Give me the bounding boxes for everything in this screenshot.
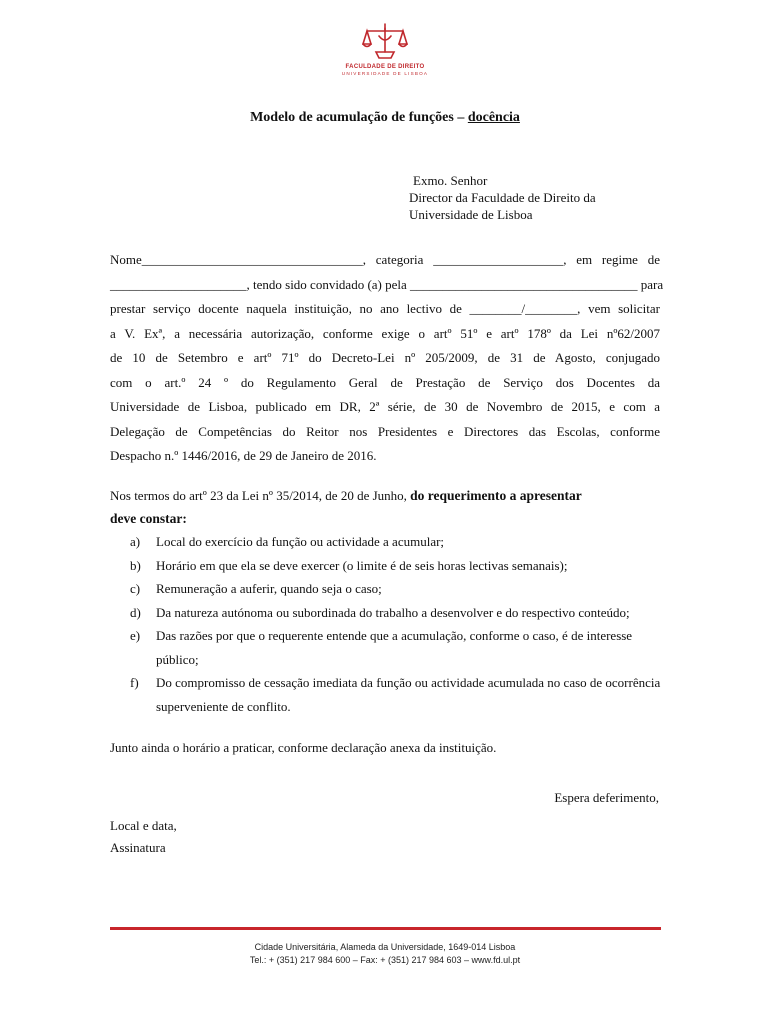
request-paragraph [110,248,664,469]
legal-basis-bold: do requerimento a apresentar [410,488,582,503]
logo-name: FACULDADE DE DIREITO [345,64,425,70]
paragraph-line: Universidade de Lisboa, publicado em DR, 2ª série, de 30 de Novembro de 2015, e com a [110,399,660,414]
list-item-text: Local do exercício da função ou actividade a acumular; [156,534,445,549]
footer [0,941,770,967]
scales-of-justice-icon [362,22,408,62]
paragraph-line: com o art.º 24 º do Regulamento Geral de Prestação de Serviço dos Docentes da [110,374,660,390]
legal-basis-intro: Nos termos do artº 23 da Lei nº 35/2014, de 20 de Junho, [110,488,411,503]
addressee-line: Exmo. Senhor [413,173,488,188]
closing-formula: Espera deferimento, [554,790,659,805]
faculty-logo [330,22,440,76]
footer-contacts: Tel.: + (351) 217 984 600 – Fax: + (351) 217 984 603 – www.fd.ul.pt [249,955,521,965]
list-marker: a) [130,534,141,549]
paragraph-line: a V. Exª, a necessária autorização, conforme exige o artº 51º e artº 178º da Lei nº62/2007 [110,325,660,341]
list-item-text: Do compromisso de cessação imediata da função ou actividade acumulada no caso de ocorrência superveniente de conflito. [156,675,661,714]
paragraph-line: Delegação de Competências do Reitor nos Presidentes e Directores das Escolas, conforme [110,423,660,439]
addressee-line: Universidade de Lisboa [409,207,533,222]
list-item-text: Horário em que ela se deve exercer (o limite é de seis horas lectivas semanais); [156,557,568,573]
list-item [130,530,670,554]
list-marker: b) [130,557,141,573]
list-item [130,624,670,671]
list-item-text: Da natureza autónoma ou subordinada do trabalho a desenvolver e do respectivo conteúdo; [156,604,630,620]
legal-basis-bold-cont: deve constar: [110,511,187,526]
list-item-text: Remuneração a auferir, quando seja o caso; [156,581,382,596]
place-date-label: Local e data, [110,818,177,833]
signature-label: Assinatura [110,840,166,855]
list-item-text: Das razões por que o requerente entende que a acumulação, conforme o caso, é de interesse público; [156,628,633,667]
list-item [130,554,670,578]
list-item [130,671,670,718]
list-marker: e) [130,628,141,643]
title-underlined: docência [467,110,520,125]
requirements-list [130,530,670,718]
title-main: Modelo de acumulação de funções – [250,110,468,125]
addressee-block [409,172,596,223]
paragraph-line: Despacho n.º 1446/2016, de 29 de Janeiro de 2016. [110,448,377,463]
footer-divider [110,927,661,930]
paragraph-line: _____________________, tendo sido convidado (a) pela ___________________________________ para [110,276,664,292]
legal-basis-paragraph [110,484,660,530]
paragraph-line: Nome__________________________________, categoria ____________________, em regime de [110,252,660,267]
logo-subtitle: UNIVERSIDADE DE LISBOA [341,71,429,76]
list-marker: f) [130,675,139,690]
list-marker: c) [130,581,141,596]
signature-block [110,815,177,859]
document-title [0,110,770,126]
list-item [130,601,670,625]
list-item [130,577,670,601]
attachment-note: Junto ainda o horário a praticar, conforme declaração anexa da instituição. [110,740,497,755]
footer-address: Cidade Universitária, Alameda da Universidade, 1649-014 Lisboa [254,942,516,952]
list-marker: d) [130,604,141,620]
paragraph-line: prestar serviço docente naquela instituição, no ano lectivo de ________/________, vem solicitar [110,301,660,316]
addressee-line: Director da Faculdade de Direito da [409,190,596,205]
paragraph-line: de 10 de Setembro e artº 71º do Decreto-Lei nº 205/2009, de 31 de Agosto, conjugado [110,350,660,365]
